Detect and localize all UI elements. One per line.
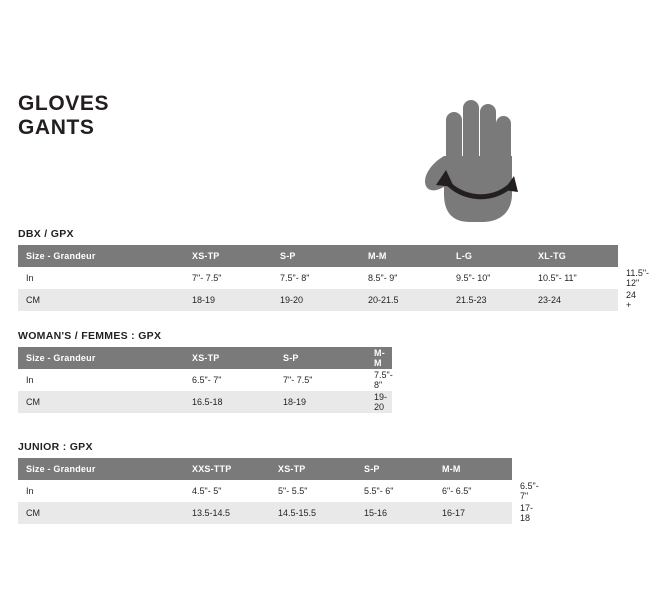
table-row [18, 391, 392, 413]
section-heading-womans: WOMAN'S / FEMMES : GPX [18, 330, 162, 342]
table-row: In 7"- 7.5" 7.5"- 8" 8.5"- 9" 9.5"- 10" 10.5"- 11" 11.5"- 12" [18, 267, 618, 289]
cell-cm-m: 19-20 [366, 391, 392, 413]
table-row: CM 18-19 19-20 20-21.5 21.5-23 23-24 24 + [18, 289, 618, 311]
section-dbx-gpx [18, 228, 649, 311]
cell-in-s: 7.5"- 8" [272, 267, 360, 289]
column-header-size: Size - Grandeur [18, 458, 184, 480]
column-header-s: S-P [275, 347, 366, 369]
cell-in-xs: 6.5"- 7" [184, 369, 275, 391]
row-label-in: In [18, 267, 184, 289]
table-header-row: Size - Grandeur XS-TP S-P M-M L-G XL-TG 2XL-2TG [18, 245, 618, 267]
column-header-xs: XS-TP [184, 347, 275, 369]
title-line-gants: GANTS [18, 116, 95, 139]
cell-in-xxs: 4.5"- 5" [184, 480, 270, 502]
row-label-in: In [18, 480, 184, 502]
column-header-s: S-P [272, 245, 360, 267]
table-header-row [18, 347, 392, 369]
section-womans-gpx [18, 330, 582, 413]
cell-cm-m: 16-17 [434, 502, 512, 524]
row-label-cm: CM [18, 391, 184, 413]
column-header-xs: XS-TP [184, 245, 272, 267]
column-header-l: L-G [448, 245, 530, 267]
cell-in-m: 8.5"- 9" [360, 267, 448, 289]
cell-cm-m: 20-21.5 [360, 289, 448, 311]
table-row: In 4.5"- 5" 5"- 5.5" 5.5"- 6" 6"- 6.5" 6.5"- 7" [18, 480, 512, 502]
column-header-xl: XL-TG [530, 245, 618, 267]
section-heading-dbx: DBX / GPX [18, 228, 74, 240]
size-table-dbx [18, 245, 649, 311]
cell-in-m: 6"- 6.5" [434, 480, 512, 502]
column-header-s: S-P [356, 458, 434, 480]
column-header-m: M-M [366, 347, 392, 369]
section-junior-gpx [18, 441, 582, 524]
column-header-size: Size - Grandeur [18, 245, 184, 267]
cell-in-xs: 5"- 5.5" [270, 480, 356, 502]
cell-cm-xl: 23-24 [530, 289, 618, 311]
column-header-xxs: XXS-TTP [184, 458, 270, 480]
page-title [18, 92, 109, 140]
cell-in-xl: 10.5"- 11" [530, 267, 618, 289]
column-header-m: M-M [434, 458, 512, 480]
column-header-size: Size - Grandeur [18, 347, 184, 369]
cell-cm-xs: 16.5-18 [184, 391, 275, 413]
cell-cm-xs: 14.5-15.5 [270, 502, 356, 524]
cell-in-s: 5.5"- 6" [356, 480, 434, 502]
cell-cm-s: 15-16 [356, 502, 434, 524]
cell-cm-xs: 18-19 [184, 289, 272, 311]
cell-in-xs: 7"- 7.5" [184, 267, 272, 289]
cell-cm-s: 19-20 [272, 289, 360, 311]
column-header-m: M-M [360, 245, 448, 267]
table-row [18, 369, 392, 391]
cell-in-s: 7"- 7.5" [275, 369, 366, 391]
cell-in-l: 9.5"- 10" [448, 267, 530, 289]
row-label-cm: CM [18, 289, 184, 311]
size-table-womans [18, 347, 392, 413]
hand-measure-illustration [400, 86, 550, 236]
row-label-in: In [18, 369, 184, 391]
cell-in-m: 7.5"- 8" [366, 369, 392, 391]
table-header-row: Size - Grandeur XXS-TTP XS-TP S-P M-M L-G [18, 458, 512, 480]
cell-cm-xxs: 13.5-14.5 [184, 502, 270, 524]
table-row: CM 13.5-14.5 14.5-15.5 15-16 16-17 17-18 [18, 502, 512, 524]
cell-cm-l: 21.5-23 [448, 289, 530, 311]
section-heading-junior: JUNIOR : GPX [18, 441, 93, 453]
size-table-junior [18, 458, 539, 524]
column-header-xs: XS-TP [270, 458, 356, 480]
title-line-gloves: GLOVES [18, 92, 110, 115]
row-label-cm: CM [18, 502, 184, 524]
cell-cm-s: 18-19 [275, 391, 366, 413]
